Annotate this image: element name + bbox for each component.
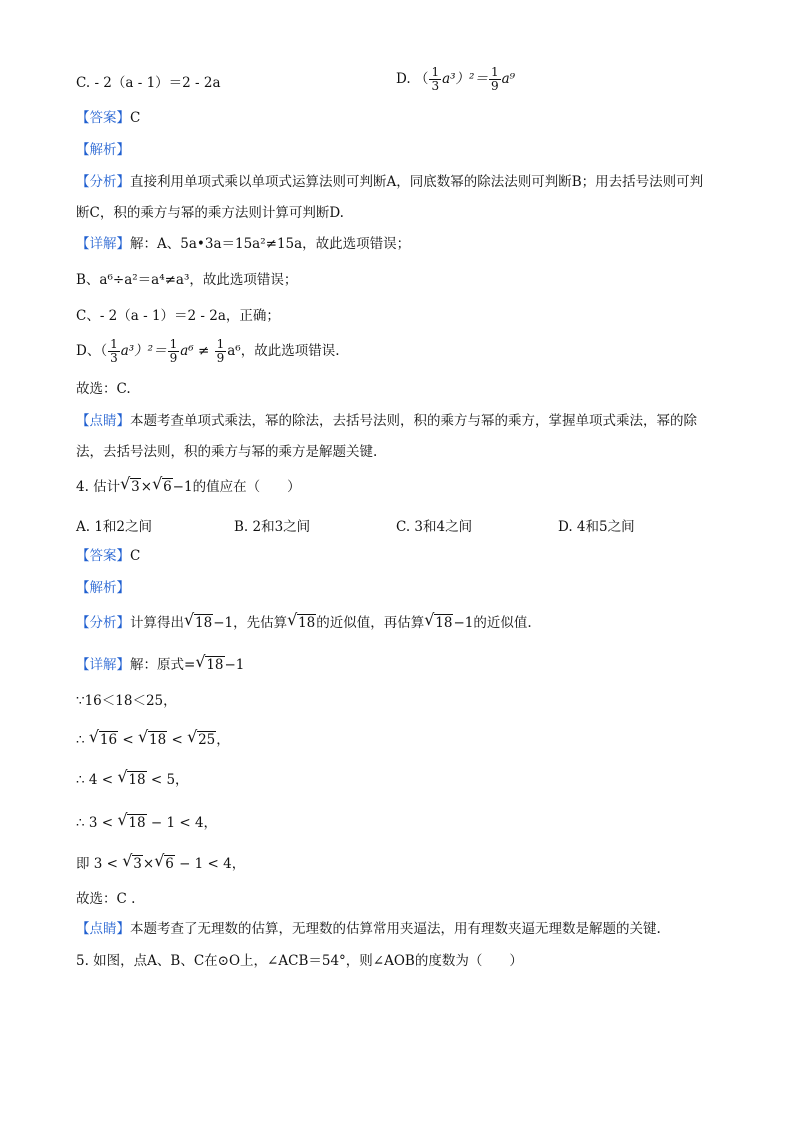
q4-stem: 4. 估计√ 3×√ 6−1的值应在（ ） — [76, 478, 301, 496]
q4-line-4: ∴ 3 < √ 18 − 1 < 4， — [76, 814, 217, 832]
q3-line-d: D、（ $\frac{1}{3}$ a³）²＝ $\frac{1}{9}$ a⁶ ≠ $\frac{1}{9}$ a⁶，故此选项错误. — [76, 337, 340, 365]
q3-choose: 故选：C. — [76, 381, 131, 397]
q5-stem: 5. 如图，点A、B、C在⊙O上，∠ACB＝54°，则∠AOB的度数为（ ） — [76, 953, 523, 969]
q3-xiangjie-a: 【详解】解：A、5a•3a＝15a²≠15a，故此选项错误； — [76, 236, 411, 252]
q4-line-2: ∴ √ 16 < √ 18 < √ 25， — [76, 731, 230, 749]
q4-dianjing: 【点睛】本题考查了无理数的估算，无理数的估算常用夹逼法，用有理数夹逼无理数是解题的关键. — [76, 921, 661, 937]
q4-option-a: A. 1和2之间 — [76, 519, 153, 535]
q4-option-d: D. 4和5之间 — [558, 519, 635, 535]
q3-line-b: B、a⁶÷a²＝a⁴≠a³，故此选项错误； — [76, 272, 298, 288]
q4-line-3: ∴ 4 < √ 18 < 5， — [76, 771, 189, 789]
q4-line-5: 即 3 < √ 3×√ 6 − 1 < 4， — [76, 855, 245, 873]
q4-fenxi: 【分析】计算得出√ 18−1，先估算√ 18的近似值，再估算√ 18−1的近似值. — [76, 614, 532, 632]
option-c: C. - 2（a - 1）＝2 - 2a — [76, 75, 221, 91]
q4-choose: 故选：C . — [76, 891, 136, 907]
q4-option-c: C. 3和4之间 — [396, 519, 473, 535]
q4-xiangjie: 【详解】解：原式=√ 18−1 — [76, 656, 244, 674]
q4-answer: 【答案】C — [76, 548, 141, 564]
q4-line-1: ∵16＜18＜25， — [76, 693, 177, 709]
q3-answer: 【答案】C — [76, 110, 141, 126]
q3-fenxi-2: 断C，积的乘方与幂的乘方法则计算可判断D. — [76, 205, 344, 221]
q3-line-c: C、- 2（a - 1）＝2 - 2a，正确； — [76, 308, 280, 324]
q3-dianjing-1: 【点睛】本题考查单项式乘法，幂的除法，去括号法则，积的乘方与幂的乘方，掌握单项式乘法，幂的除 — [76, 413, 697, 429]
q3-fenxi-1: 【分析】直接利用单项式乘以单项式运算法则可判断A，同底数幂的除法法则可判断B；用去括号法则可判 — [76, 174, 704, 190]
q4-option-b: B. 2和3之间 — [234, 519, 311, 535]
q4-analysis-tag: 【解析】 — [76, 580, 130, 596]
q3-analysis-tag: 【解析】 — [76, 142, 130, 158]
option-d: D. （ $\frac{1}{3}$ a³）²＝ $\frac{1}{9}$ a⁹ — [396, 65, 516, 93]
q3-dianjing-2: 法，去括号法则，积的乘方与幂的乘方是解题关键. — [76, 444, 378, 460]
